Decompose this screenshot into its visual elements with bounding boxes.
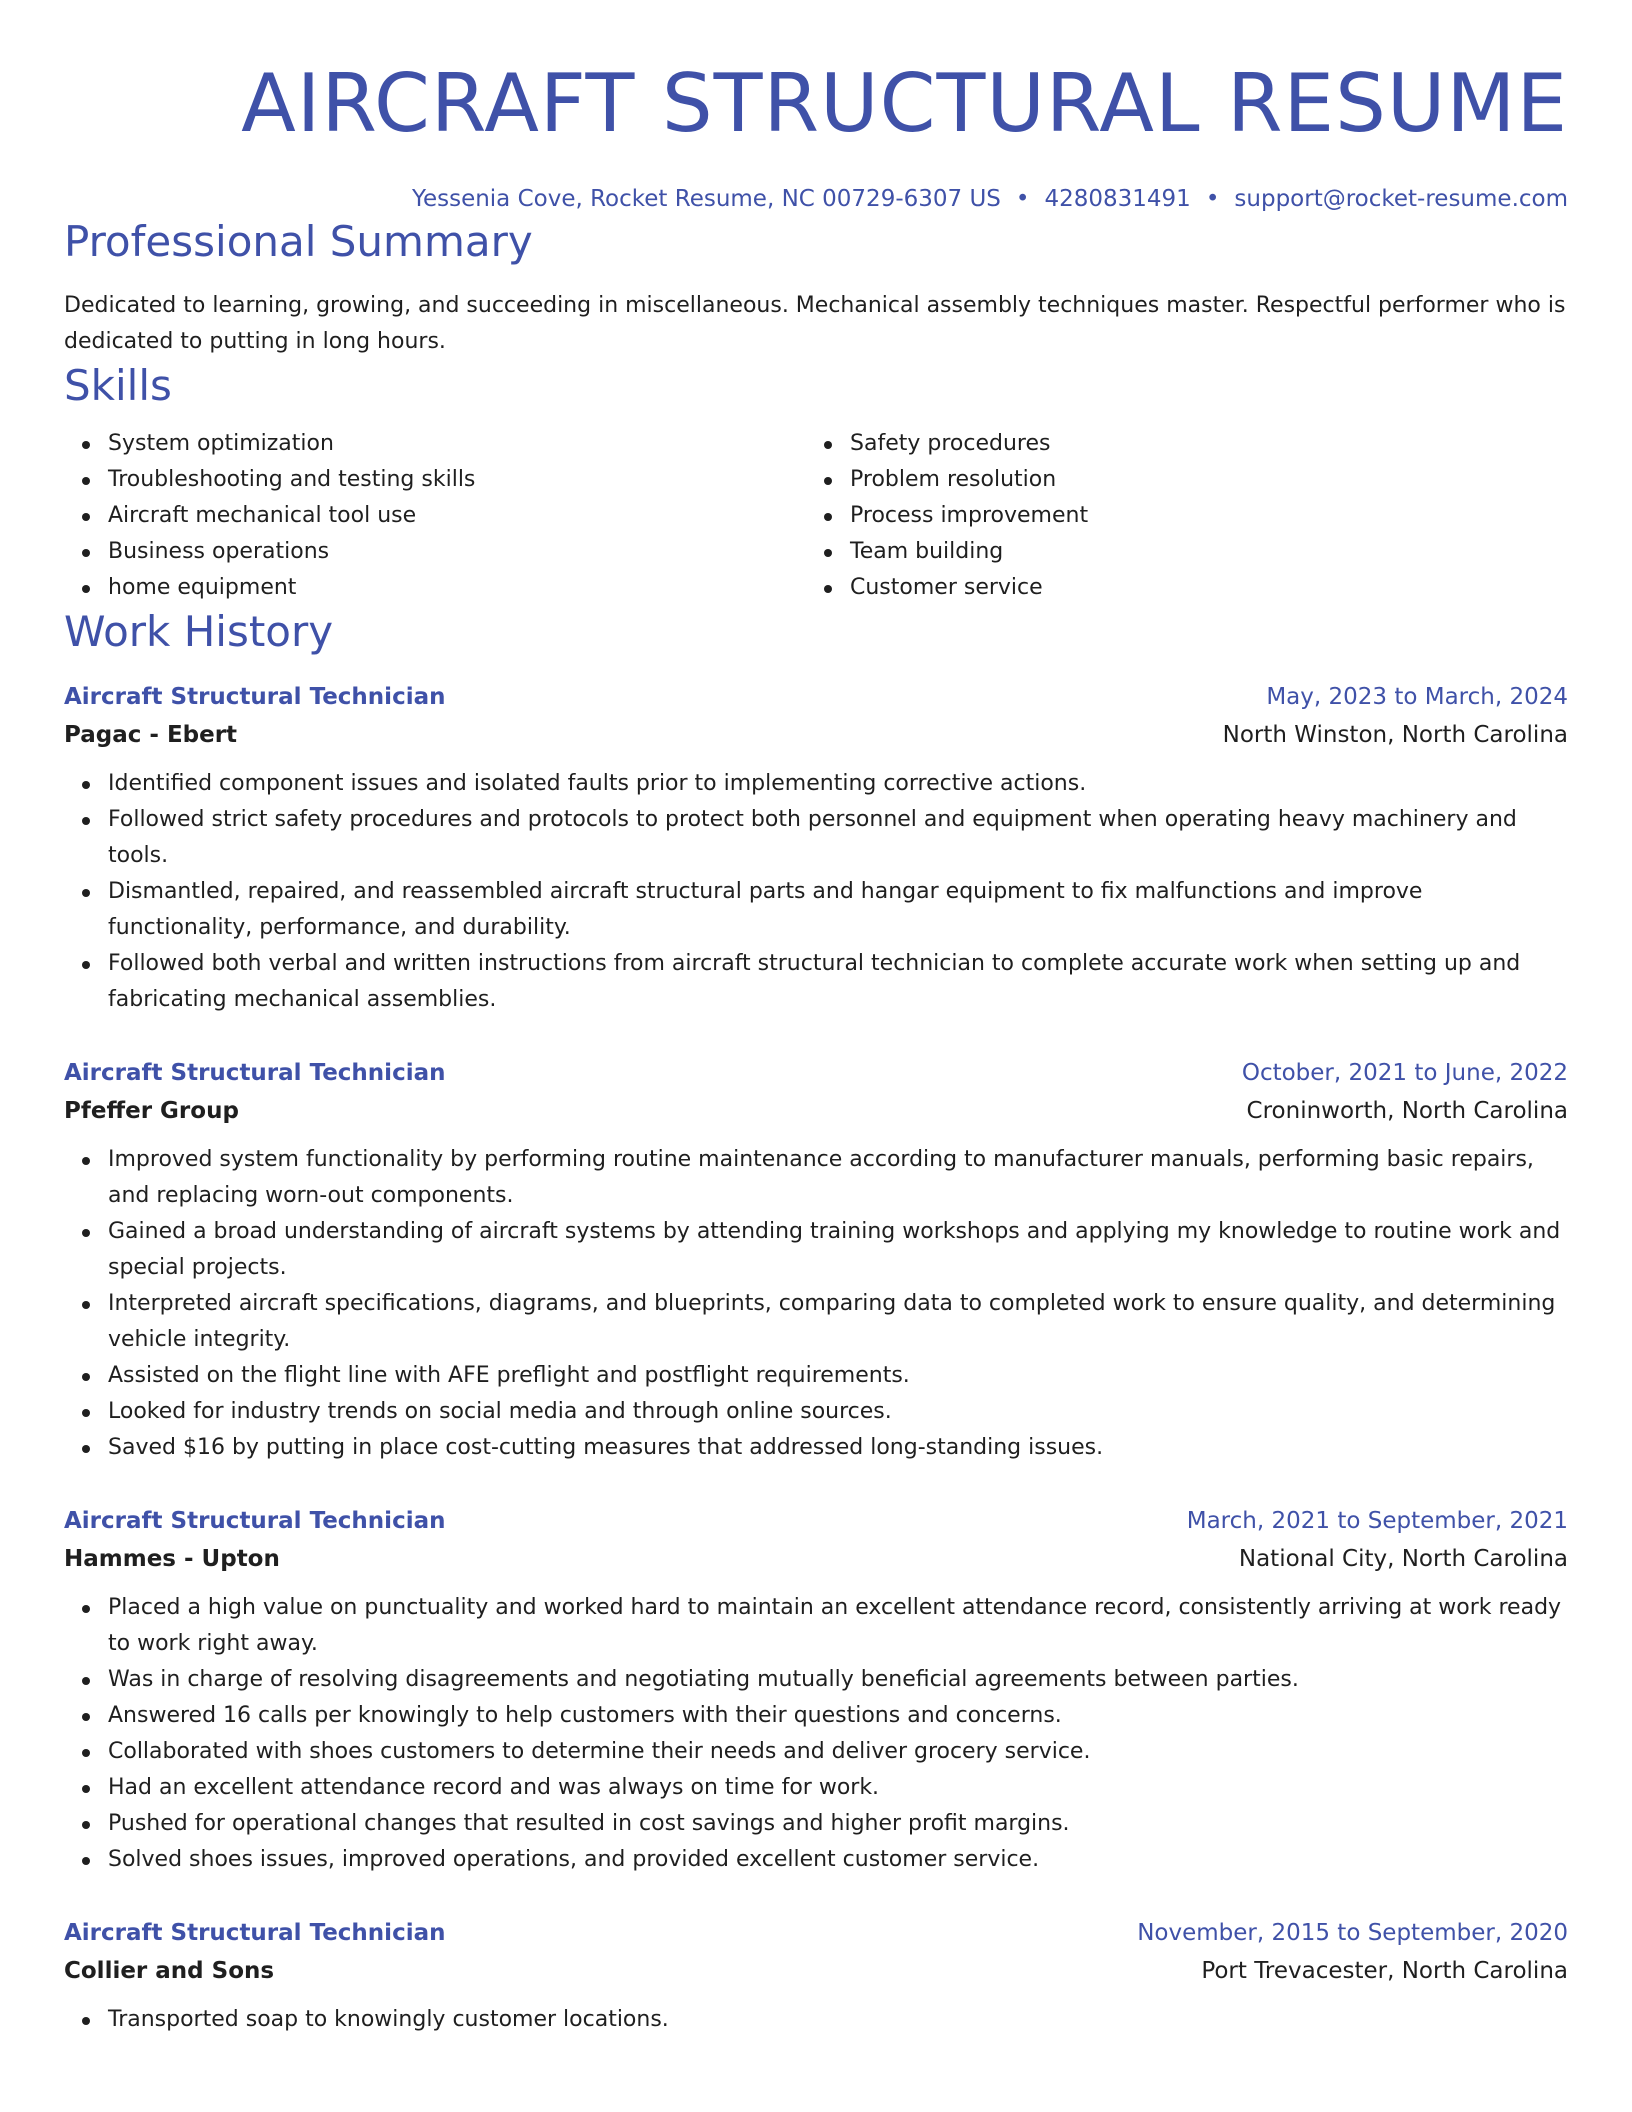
bullet-dot (82, 1605, 90, 1613)
skill-item (806, 570, 1548, 606)
contact-separator: • (1205, 186, 1220, 212)
job-header-row (64, 1054, 1568, 1092)
job-duty-text: Solved shoes issues, improved operations, and provided excellent customer service. (108, 1847, 1040, 1872)
job-dates: October, 2021 to June, 2022 (1241, 1060, 1568, 1086)
skill-item (64, 462, 806, 498)
skill-item (806, 498, 1548, 534)
job-duty-item (64, 1770, 1568, 1806)
job-duty-item (64, 1286, 1568, 1358)
job-duty-text: Followed strict safety procedures and protocols to protect both personnel and equipment when operating heavy machinery and tools. (108, 807, 1517, 868)
bullet-dot (824, 477, 832, 485)
skill-label: Customer service (850, 575, 1043, 600)
job-company-row (64, 1540, 1568, 1578)
skill-label: Safety procedures (850, 431, 1051, 456)
job-duty-item (64, 1214, 1568, 1286)
bullet-dot (82, 781, 90, 789)
job-company-row (64, 716, 1568, 754)
bullet-dot (82, 889, 90, 897)
job-duty-item (64, 874, 1568, 946)
job-duty-item (64, 946, 1568, 1018)
job-header-row (64, 1914, 1568, 1952)
skill-label: System optimization (108, 431, 334, 456)
skill-label: Aircraft mechanical tool use (108, 503, 417, 528)
job-title: Aircraft Structural Technician (64, 1920, 446, 1946)
job-location: National City, North Carolina (1238, 1546, 1568, 1572)
bullet-dot (82, 1409, 90, 1417)
skill-label: Process improvement (850, 503, 1089, 528)
job-company: Pagac - Ebert (64, 722, 238, 748)
job-duty-text: Identified component issues and isolated faults prior to implementing corrective actions. (108, 771, 1087, 796)
job-duties-list (64, 1590, 1568, 1878)
job-duty-text: Was in charge of resolving disagreements and negotiating mutually beneficial agreements between parties. (108, 1667, 1299, 1692)
job-entry (64, 1502, 1568, 1878)
bullet-dot (82, 2017, 90, 2025)
job-duty-item (64, 1662, 1568, 1698)
job-duty-text: Improved system functionality by performing routine maintenance according to manufacturer manuals, performing basic repairs, and replacing worn-out components. (108, 1147, 1534, 1208)
job-duty-text: Placed a high value on punctuality and worked hard to maintain an excellent attendance record, consistently arriving at work ready to work right away. (108, 1595, 1562, 1656)
bullet-dot (82, 1857, 90, 1865)
job-title: Aircraft Structural Technician (64, 684, 446, 710)
bullet-dot (82, 1749, 90, 1757)
job-header-row (64, 678, 1568, 716)
job-duty-text: Followed both verbal and written instructions from aircraft structural technician to complete accurate work when setting up and fabricating mechanical assemblies. (108, 951, 1521, 1012)
bullet-dot (82, 1301, 90, 1309)
job-duty-text: Dismantled, repaired, and reassembled aircraft structural parts and hangar equipment to fix malfunctions and improve functionality, performance, and durability. (108, 879, 1423, 940)
job-duty-text: Had an excellent attendance record and was always on time for work. (108, 1775, 880, 1800)
resume-title: AIRCRAFT STRUCTURAL RESUME (241, 57, 1568, 150)
work-history-heading: Work History (64, 607, 334, 656)
bullet-dot (82, 1373, 90, 1381)
job-location: Port Trevacester, North Carolina (1201, 1958, 1568, 1984)
skills-columns (64, 426, 1568, 606)
skill-label: Business operations (108, 539, 330, 564)
job-duty-item (64, 1698, 1568, 1734)
skill-item (64, 570, 806, 606)
bullet-dot (82, 1445, 90, 1453)
job-company: Hammes - Upton (64, 1546, 280, 1572)
job-duty-text: Answered 16 calls per knowingly to help customers with their questions and concerns. (108, 1703, 1062, 1728)
bullet-dot (824, 585, 832, 593)
contact-email[interactable]: support@rocket-resume.com (1234, 186, 1568, 212)
contact-line (64, 182, 1568, 216)
bullet-dot (82, 1821, 90, 1829)
skill-label: home equipment (108, 575, 297, 600)
job-duty-item (64, 1734, 1568, 1770)
job-location: Croninworth, North Carolina (1246, 1098, 1568, 1124)
skill-item (64, 426, 806, 462)
job-header-row (64, 1502, 1568, 1540)
job-entry (64, 1914, 1568, 2038)
job-company-row (64, 1952, 1568, 1990)
skill-label: Team building (850, 539, 1004, 564)
job-duty-item (64, 2002, 1568, 2038)
job-duty-item (64, 1394, 1568, 1430)
job-dates: March, 2021 to September, 2021 (1186, 1508, 1568, 1534)
job-duty-item (64, 1142, 1568, 1214)
job-duties-list (64, 766, 1568, 1018)
bullet-dot (82, 513, 90, 521)
skills-heading: Skills (64, 361, 172, 410)
job-duty-text: Saved $16 by putting in place cost-cutting measures that addressed long-standing issues. (108, 1435, 1104, 1460)
skill-item (806, 426, 1548, 462)
summary-heading: Professional Summary (64, 217, 533, 266)
job-company-row (64, 1092, 1568, 1130)
job-location: North Winston, North Carolina (1222, 722, 1568, 748)
bullet-dot (82, 961, 90, 969)
job-duties-list (64, 2002, 1568, 2038)
job-dates: November, 2015 to September, 2020 (1137, 1920, 1568, 1946)
bullet-dot (824, 513, 832, 521)
job-company: Collier and Sons (64, 1958, 275, 1984)
contact-phone: 4280831491 (1044, 186, 1191, 212)
job-duty-text: Collaborated with shoes customers to determine their needs and deliver grocery service. (108, 1739, 1091, 1764)
job-dates: May, 2023 to March, 2024 (1266, 684, 1568, 710)
job-duty-text: Transported soap to knowingly customer locations. (108, 2007, 669, 2032)
skill-label: Troubleshooting and testing skills (108, 467, 476, 492)
bullet-dot (82, 477, 90, 485)
job-duty-text: Looked for industry trends on social media and through online sources. (108, 1399, 892, 1424)
job-duty-item (64, 1806, 1568, 1842)
job-duty-item (64, 1842, 1568, 1878)
bullet-dot (82, 1157, 90, 1165)
bullet-dot (82, 1229, 90, 1237)
bullet-dot (82, 1785, 90, 1793)
job-duty-item (64, 1430, 1568, 1466)
job-entry (64, 678, 1568, 1018)
skills-left-list (64, 426, 806, 606)
job-title: Aircraft Structural Technician (64, 1060, 446, 1086)
job-duty-text: Gained a broad understanding of aircraft systems by attending training workshops and applying my knowledge to routine work and special projects. (108, 1219, 1561, 1280)
job-duties-list (64, 1142, 1568, 1466)
contact-address: Yessenia Cove, Rocket Resume, NC 00729-6307 US (411, 186, 1001, 212)
resume-page (64, 0, 1568, 2038)
bullet-dot (824, 549, 832, 557)
bullet-dot (82, 1713, 90, 1721)
bullet-dot (824, 441, 832, 449)
bullet-dot (82, 441, 90, 449)
skill-item (806, 462, 1548, 498)
skill-item (64, 534, 806, 570)
job-duty-text: Assisted on the flight line with AFE preflight and postflight requirements. (108, 1363, 910, 1388)
skill-label: Problem resolution (850, 467, 1057, 492)
job-duty-item (64, 766, 1568, 802)
bullet-dot (82, 585, 90, 593)
skills-right-list (806, 426, 1548, 606)
job-duty-text: Interpreted aircraft specifications, diagrams, and blueprints, comparing data to completed work to ensure quality, and determining vehicle integrity. (108, 1291, 1556, 1352)
job-title: Aircraft Structural Technician (64, 1508, 446, 1534)
job-company: Pfeffer Group (64, 1098, 239, 1124)
bullet-dot (82, 817, 90, 825)
bullet-dot (82, 549, 90, 557)
skill-item (64, 498, 806, 534)
work-history-list (64, 678, 1568, 2038)
bullet-dot (82, 1677, 90, 1685)
job-entry (64, 1054, 1568, 1466)
job-duty-item (64, 1358, 1568, 1394)
contact-separator: • (1015, 186, 1030, 212)
job-duty-text: Pushed for operational changes that resulted in cost savings and higher profit margins. (108, 1811, 1070, 1836)
summary-text: Dedicated to learning, growing, and succeeding in miscellaneous. Mechanical assembly techniques master. Respectful performer who is dedicated to putting in long hours. (64, 293, 1566, 354)
skill-item (806, 534, 1548, 570)
job-duty-item (64, 1590, 1568, 1662)
job-duty-item (64, 802, 1568, 874)
